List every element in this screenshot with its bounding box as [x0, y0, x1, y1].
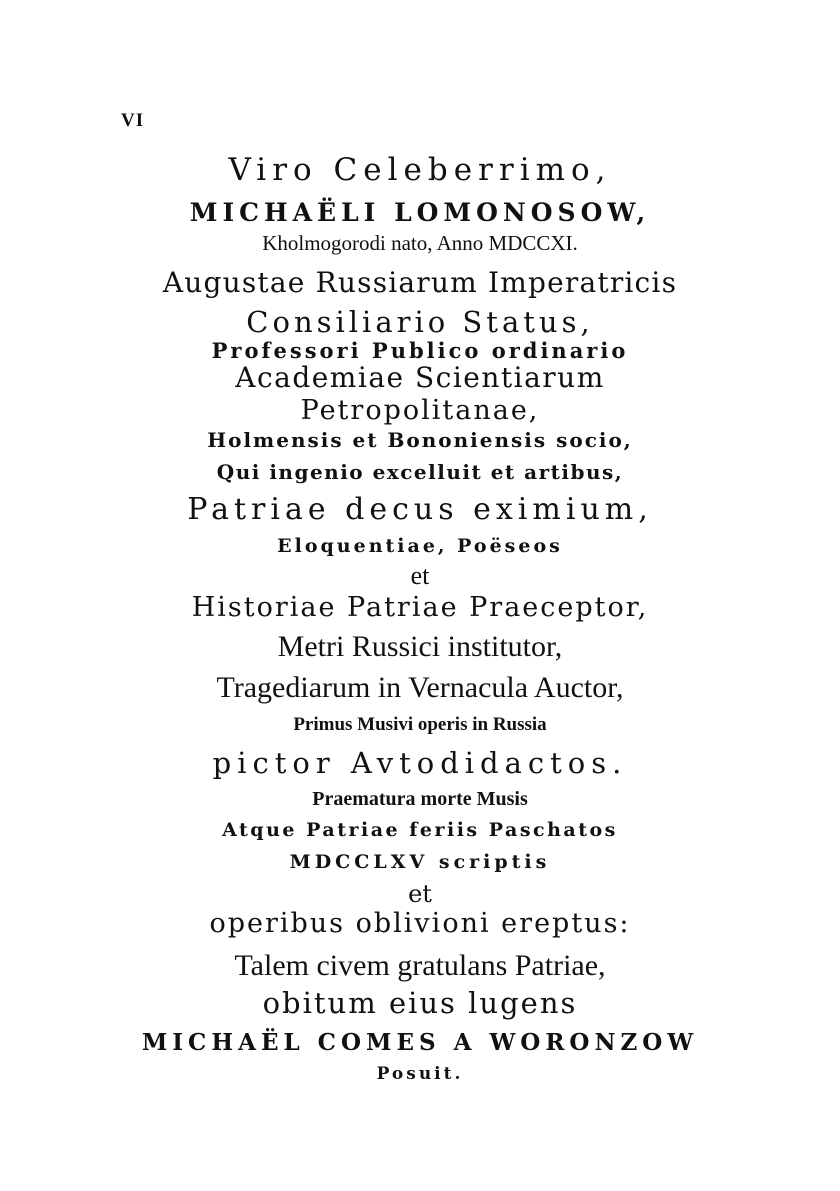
inscription-line-10: Qui ingenio excelluit et artibus, — [216, 460, 624, 484]
inscription-line-4: Augustae Russiarum Imperatricis — [162, 266, 678, 299]
inscription-line-27: Posuit. — [376, 1064, 464, 1084]
page-number: VI — [121, 110, 145, 131]
inscription-line-16: Tragediarum in Vernacula Auctor, — [216, 671, 624, 704]
inscription-line-13: et — [410, 561, 430, 590]
inscription-line-14: Historiae Patriae Praeceptor, — [191, 592, 649, 623]
inscription-line-24: Talem civem gratulans Patriae, — [234, 949, 606, 982]
inscription-line-22: et — [408, 880, 432, 908]
inscription-line-3: Kholmogorodi nato, Anno MDCCXI. — [262, 231, 578, 255]
inscription-line-11: Patriae decus eximium, — [187, 492, 653, 527]
inscription-line-26: MICHAËL COMES A WORONZOW — [141, 1029, 699, 1056]
inscription-line-17: Primus Musivi operis in Russia — [293, 714, 547, 735]
inscription-line-19: Praematura morte Musis — [312, 788, 528, 810]
inscription-line-9: Holmensis et Bononiensis socio, — [207, 428, 633, 452]
inscription-line-2: MICHAËLI LOMONOSOW, — [189, 198, 651, 227]
inscription-line-6: Professori Publico ordinario — [211, 338, 629, 363]
inscription-line-21: MDCCLXV scriptis — [289, 851, 551, 873]
inscription-line-25: obitum eius lugens — [262, 986, 578, 1020]
inscription-line-8: Petropolitanae, — [300, 395, 540, 426]
inscription-line-12: Eloquentiae, Poëseos — [277, 535, 563, 557]
inscription-line-15: Metri Russici institutor, — [277, 630, 563, 663]
inscription-line-18: pictor Avtodidactos. — [212, 746, 628, 780]
inscription-line-5: Consiliario Status, — [246, 305, 594, 339]
inscription-line-7: Academiae Scientiarum — [235, 361, 605, 394]
inscription-line-1: Viro Celeberrimo, — [228, 152, 612, 188]
inscription-line-20: Atque Patriae feriis Paschatos — [222, 819, 618, 841]
inscription-line-23: operibus oblivioni ereptus: — [209, 908, 631, 939]
